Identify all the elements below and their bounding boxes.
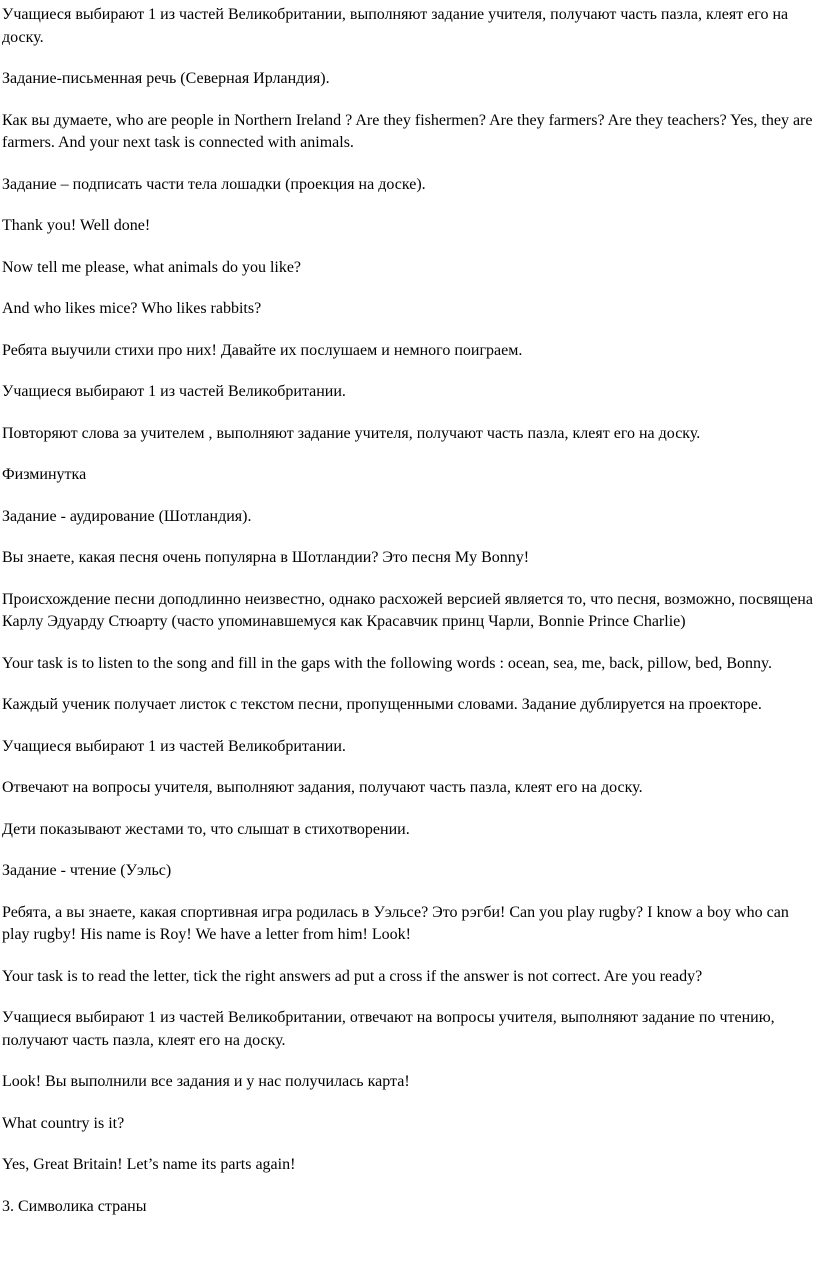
paragraph: Ребята, а вы знаете, какая спортивная игра родилась в Уэльсе? Это рэгби! Can you play rugby? I know a boy who can play rugby! His name is Roy! We have a letter from him! Look! [2,903,789,943]
paragraph: Дети показывают жестами то, что слышат в стихотворении. [2,820,410,838]
paragraph: Повторяют слова за учителем , выполняют задание учителя, получают часть пазла, клеят его на доску. [2,424,701,442]
paragraph: Ребята выучили стихи про них! Давайте их послушаем и немного поиграем. [2,341,523,359]
paragraph: Отвечают на вопросы учителя, выполняют задания, получают часть пазла, клеят его на доску. [2,779,643,796]
paragraph: Учащиеся выбирают 1 из частей Великобритании. [2,737,346,755]
paragraph: Происхождение песни доподлинно неизвестно, однако расхожей версией является то, что песня, возможно, посвящена Карлу Эдуарду Стюарту (часто упоминавшемуся как Красавчик принц Чарли, Bonnie Prince Charlie) [2,590,813,630]
paragraph: Now tell me please, what animals do you like? [2,258,302,276]
paragraph: Thank you! Well done! [2,217,151,234]
section-heading: 3. Символика страны [2,1197,147,1215]
paragraph: Как вы думаете, who are people in Northern Ireland ? Are they fishermen? Are they farmers? Are they teachers? Yes, they are farmers. And your next task is connected with animals. [2,111,813,151]
paragraph: Вы знаете, какая песня очень популярна в Шотландии? Это песня My Bonny! [2,549,530,566]
paragraph: Задание-письменная речь (Северная Ирландия). [2,70,330,87]
paragraph: Учащиеся выбирают 1 из частей Великобритании, выполняют задание учителя, получают часть пазла, клеят его на доску. [2,6,789,46]
paragraph: Yes, Great Britain! Let’s name its parts again! [2,1156,296,1173]
paragraph: Задание - аудирование (Шотландия). [2,507,252,525]
paragraph: Учащиеся выбирают 1 из частей Великобритании, отвечают на вопросы учителя, выполняют задание по чтению, получают часть пазла, клеят его на доску. [2,1009,775,1049]
paragraph: Учащиеся выбирают 1 из частей Великобритании. [2,383,346,400]
paragraph: What country is it? [2,1114,125,1132]
paragraph: And who likes mice? Who likes rabbits? [2,300,262,317]
paragraph: Look! Вы выполнили все задания и у нас получилась карта! [2,1073,410,1090]
paragraph: Your task is to read the letter, tick the right answers ad put a cross if the answer is not correct. Are you ready? [2,967,703,985]
paragraph: Каждый ученик получает листок с текстом песни, пропущенными словами. Задание дублируется на проекторе. [2,696,762,713]
paragraph: Your task is to listen to the song and fill in the gaps with the following words : ocean, sea, me, back, pillow, bed, Bonny. [2,654,772,672]
paragraph: Задание – подписать части тела лошадки (проекция на доске). [2,175,426,193]
paragraph: Задание - чтение (Уэльс) [2,862,172,879]
paragraph: Физминутка [2,466,87,483]
